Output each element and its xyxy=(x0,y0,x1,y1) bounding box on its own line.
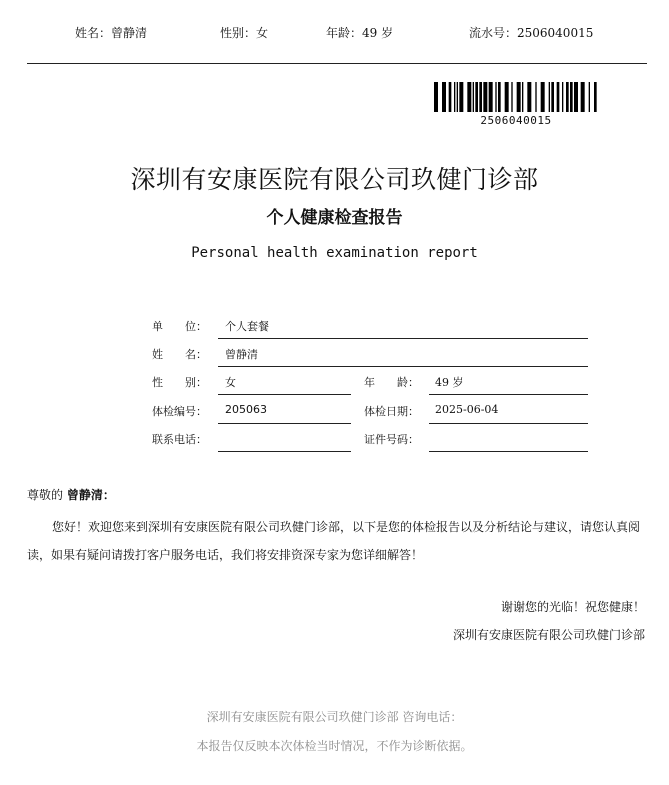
header-name: 姓名：曾静清 xyxy=(75,26,148,40)
barcode-bar xyxy=(495,82,496,112)
header-divider xyxy=(27,63,647,64)
unit-underline xyxy=(218,338,588,339)
barcode-bar xyxy=(473,82,474,112)
exam-no-value: 205063 xyxy=(225,403,267,416)
age-label: 年 龄： xyxy=(364,376,419,389)
id-underline xyxy=(429,451,588,452)
header-sex: 性别：女 xyxy=(220,26,269,40)
age-value: 49 岁 xyxy=(435,376,464,389)
barcode-bar xyxy=(505,82,509,112)
barcode-bar xyxy=(566,82,569,112)
report-title-english: Personal health examination report xyxy=(191,245,478,261)
greeting-name: 曾静清： xyxy=(66,488,115,502)
report-title: 个人健康检查报告 xyxy=(266,208,403,228)
barcode-bar xyxy=(498,82,501,112)
header-age: 年龄：49 岁 xyxy=(326,26,394,40)
unit-value: 个人套餐 xyxy=(225,320,269,333)
barcode-bar xyxy=(594,82,597,112)
sex-label: 性 别： xyxy=(152,376,207,389)
barcode-bar xyxy=(467,82,471,112)
name-label: 姓 名： xyxy=(152,348,207,361)
barcode-bar xyxy=(562,82,563,112)
exam-no-label: 体检编号： xyxy=(152,405,207,418)
barcode-bar xyxy=(522,82,523,112)
id-label: 证件号码： xyxy=(364,433,419,446)
name-underline xyxy=(218,366,588,367)
organization-title: 深圳有安康医院有限公司玖健门诊部 xyxy=(130,165,539,194)
barcode-bar xyxy=(535,82,536,112)
exam-date-underline xyxy=(429,423,588,424)
thanks-line: 谢谢您的光临！祝您健康！ xyxy=(500,600,645,614)
barcode-bar xyxy=(483,82,487,112)
barcode-bar xyxy=(459,82,463,112)
barcode-bar xyxy=(557,82,560,112)
exam-no-underline xyxy=(218,423,351,424)
greeting-prefix: 尊敬的 xyxy=(27,488,64,502)
footer-disclaimer: 本报告仅反映本次体检当时情况，不作为诊断依据。 xyxy=(196,739,473,753)
barcode-number: 2506040015 xyxy=(480,114,552,127)
barcode-bar xyxy=(457,82,458,112)
barcode-bar xyxy=(570,82,573,112)
barcode-bar xyxy=(442,82,446,112)
unit-label: 单 位： xyxy=(152,320,207,333)
name-value: 曾静清 xyxy=(225,348,258,361)
barcode-bar xyxy=(449,82,452,112)
barcode-bar xyxy=(475,82,478,112)
sex-value: 女 xyxy=(225,376,236,389)
letter-body: 您好！欢迎您来到深圳有安康医院有限公司玖健门诊部，以下是您的体检报告以及分析结论与建议，请您认真阅读，如果有疑问请拨打客户服务电话，我们将安排资深专家为您详细解答！ xyxy=(27,520,641,562)
phone-underline xyxy=(218,451,351,452)
barcode-bar xyxy=(551,82,554,112)
greeting xyxy=(27,486,115,503)
barcode-bar xyxy=(541,82,545,112)
barcode-bar xyxy=(517,82,521,112)
barcode-bar xyxy=(479,82,482,112)
barcode-bar xyxy=(589,82,590,112)
signature-line: 深圳有安康医院有限公司玖健门诊部 xyxy=(452,628,645,642)
barcode-bar xyxy=(527,82,531,112)
barcode-bar xyxy=(434,82,438,112)
footer-contact: 深圳有安康医院有限公司玖健门诊部 咨询电话： xyxy=(206,710,463,724)
barcode-bar xyxy=(574,82,578,112)
barcode xyxy=(434,82,598,112)
header-serial: 流水号：2506040015 xyxy=(469,26,594,40)
phone-label: 联系电话： xyxy=(152,433,207,446)
barcode-bar xyxy=(581,82,585,112)
barcode-bar xyxy=(549,82,550,112)
exam-date-value: 2025-06-04 xyxy=(435,403,499,416)
exam-date-label: 体检日期： xyxy=(364,405,419,418)
sex-underline xyxy=(218,394,351,395)
barcode-bar xyxy=(489,82,493,112)
barcode-bar xyxy=(454,82,455,112)
age-underline xyxy=(429,394,588,395)
barcode-bar xyxy=(511,82,512,112)
